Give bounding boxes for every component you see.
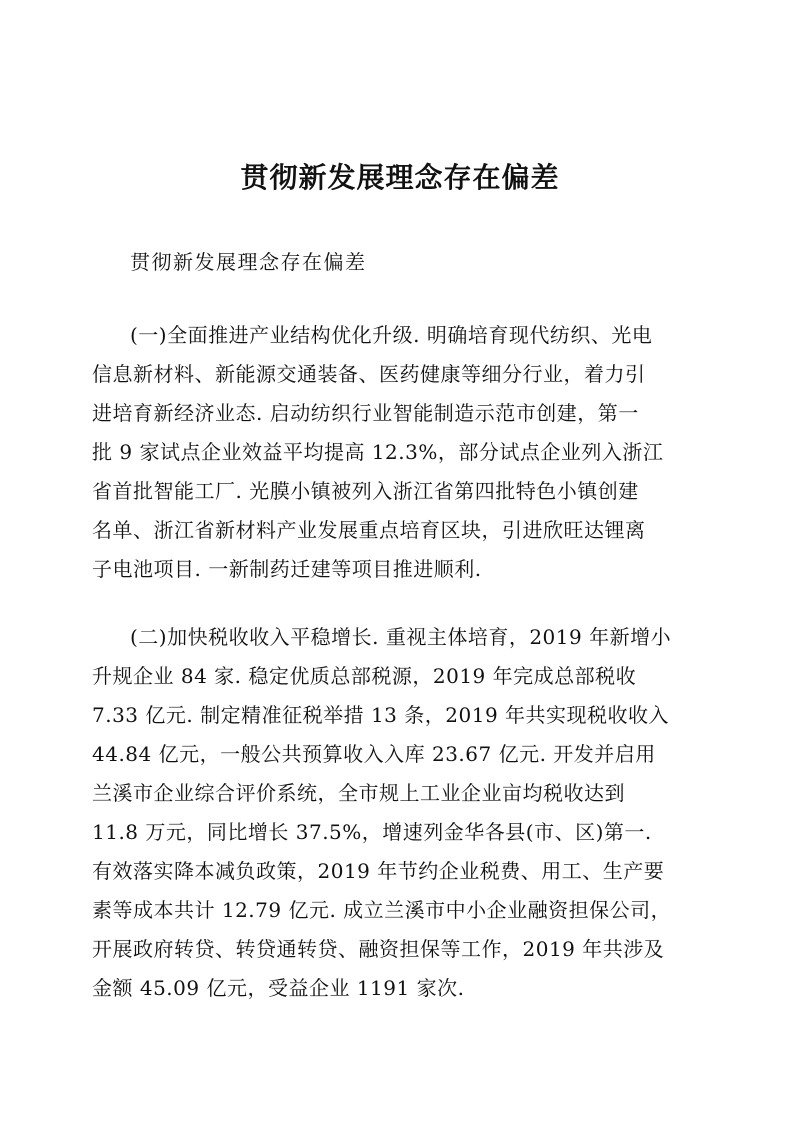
paragraph-line: (二)加快税收收入平稳增长. 重视主体培育，2019 年新增小 xyxy=(130,625,672,649)
paragraph-line: 兰溪市企业综合评价系统，全市规上工业企业亩均税收达到 xyxy=(92,781,625,805)
paragraph-line: 有效落实降本减负政策，2019 年节约企业税费、用工、生产要 xyxy=(92,859,665,883)
paragraph-line: 金额 45.09 亿元，受益企业 1191 家次. xyxy=(92,976,465,1000)
paragraph-tax-revenue xyxy=(92,618,722,1008)
paragraph-line: 省首批智能工厂. 光膜小镇被列入浙江省第四批特色小镇创建 xyxy=(92,479,639,503)
paragraph-line: 素等成本共计 12.79 亿元. 成立兰溪市中小企业融资担保公司， xyxy=(92,898,672,922)
paragraph-line: 44.84 亿元，一般公共预算收入入库 23.67 亿元. 开发并启用 xyxy=(92,742,656,766)
paragraph-line: 7.33 亿元. 制定精准征税举措 13 条，2019 年共实现税收收入 xyxy=(92,703,670,727)
paragraph-industrial-upgrade xyxy=(92,316,722,589)
paragraph-line: 开展政府转贷、转贷通转贷、融资担保等工作，2019 年共涉及 xyxy=(92,937,665,961)
paragraph-line: (一)全面推进产业结构优化升级. 明确培育现代纺织、光电 xyxy=(130,323,653,347)
paragraph-line: 进培育新经济业态. 启动纺织行业智能制造示范市创建，第一 xyxy=(92,401,639,425)
paragraph-line: 名单、浙江省新材料产业发展重点培育区块，引进欣旺达锂离 xyxy=(92,518,646,542)
paragraph-line: 信息新材料、新能源交通装备、医药健康等细分行业，着力引 xyxy=(92,362,646,386)
paragraph-line: 11.8 万元，同比增长 37.5%，增速列金华各县(市、区)第一. xyxy=(92,820,652,844)
document-subtitle: 贯彻新发展理念存在偏差 xyxy=(130,250,367,274)
document-title: 贯彻新发展理念存在偏差 xyxy=(240,161,560,194)
paragraph-line: 子电池项目. 一新制药迁建等项目推进顺利. xyxy=(92,557,482,581)
paragraph-line: 批 9 家试点企业效益平均提高 12.3%，部分试点企业列入浙江 xyxy=(92,440,664,464)
paragraph-line: 升规企业 84 家. 稳定优质总部税源，2019 年完成总部税收 xyxy=(92,664,637,688)
